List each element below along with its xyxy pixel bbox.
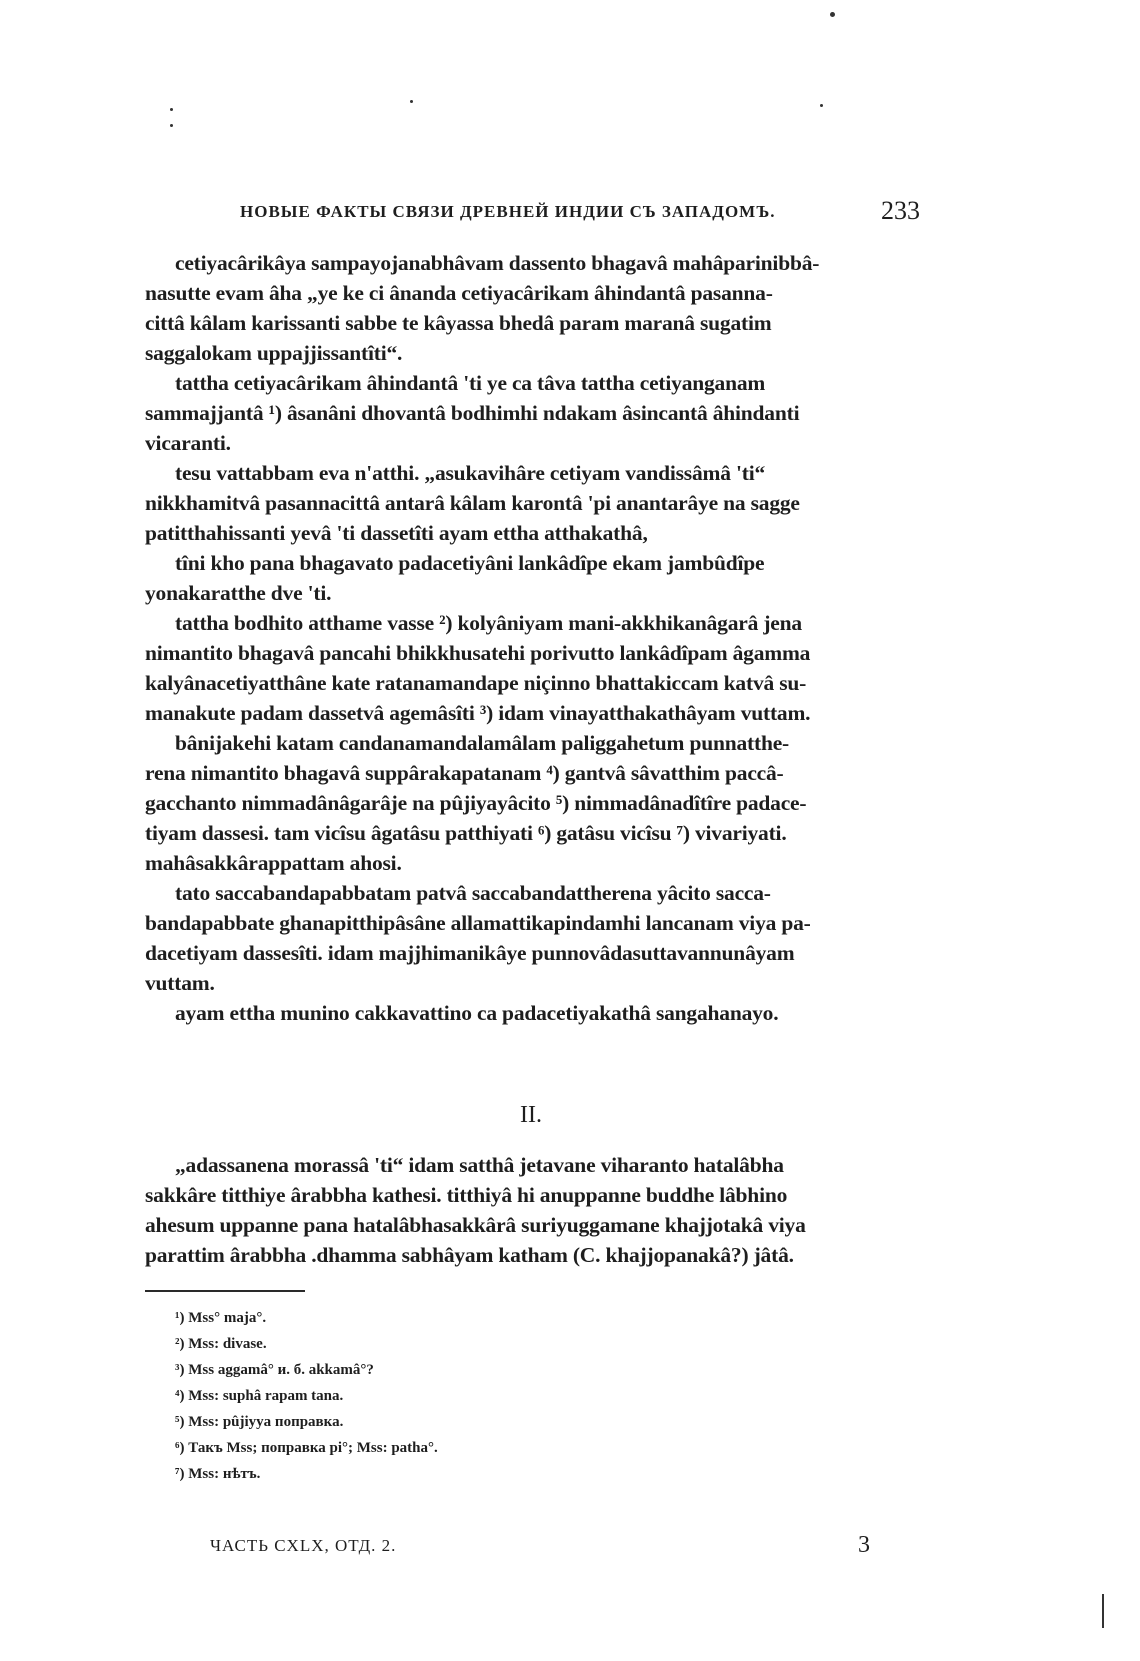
page-speck	[1102, 1594, 1104, 1628]
text-line: vicaranti.	[145, 431, 231, 455]
paragraph	[145, 458, 925, 548]
text-line: yonakaratthe dve 'ti.	[145, 581, 332, 605]
section-two-text	[145, 1150, 925, 1270]
text-line: sammajjantâ ¹) âsanâni dhovantâ bodhimhi ndakam âsincantâ âhindanti	[145, 401, 800, 425]
footnote-mark: ¹)	[175, 1310, 185, 1326]
footnote-text: Mss: divase.	[188, 1336, 267, 1352]
text-line: cetiyacârikâya sampayojanabhâvam dassento bhagavâ mahâparinibbâ-	[175, 251, 820, 275]
text-line: ayam ettha munino cakkavattino ca padacetiyakathâ sangahanayo.	[175, 1001, 779, 1025]
text-line: cittâ kâlam karissanti sabbe te kâyassa bhedâ param maranâ sugatim	[145, 311, 772, 335]
page-speck	[820, 104, 823, 107]
text-line: tesu vattabbam eva n'atthi. „asukavihâre cetiyam vandissâmâ 'ti“	[175, 461, 766, 485]
footnote-text: Mss aggamâ° и. б. akkamâ°?	[188, 1362, 374, 1378]
footnote-divider	[145, 1290, 305, 1292]
footnote-text: Mss: pûjiyya поправка.	[188, 1414, 344, 1430]
text-line: „adassanena morassâ 'ti“ idam satthâ jetavane viharanto hatalâbha	[175, 1153, 784, 1177]
text-line: tattha bodhito atthame vasse ²) kolyâniyam mani-akkhikanâgarâ jena	[175, 611, 802, 635]
footnote-mark: ⁷)	[175, 1466, 185, 1482]
text-line: vuttam.	[145, 971, 215, 995]
text-line: dacetiyam dassesîti. idam majjhimanikâye punnovâdasuttavannunâyam	[145, 941, 795, 965]
paragraph	[145, 998, 925, 1028]
text-line: manakute padam dassetvâ agemâsîti ³) idam vinayatthakathâyam vuttam.	[145, 701, 811, 725]
paragraph	[145, 1150, 925, 1270]
footnote-mark: ²)	[175, 1336, 185, 1352]
text-line: nikkhamitvâ pasannacittâ antarâ kâlam karontâ 'pi anantarâye na sagge	[145, 491, 800, 515]
text-line: parattim ârabbha .dhamma sabhâyam katham (C. khajjopanakâ?) jâtâ.	[145, 1243, 794, 1267]
text-line: tiyam dassesi. tam vicîsu âgatâsu patthiyati ⁶) gatâsu vicîsu ⁷) vivariyati.	[145, 821, 787, 845]
text-line: sakkâre titthiye ârabbha kathesi. titthiyâ hi anuppanne buddhe lâbhino	[145, 1183, 788, 1207]
footnote-text: Mss: нѣтъ.	[188, 1466, 261, 1482]
footnote	[175, 1357, 675, 1383]
footnotes	[175, 1305, 675, 1487]
paragraph	[145, 548, 925, 608]
page-speck	[170, 124, 173, 127]
text-line: tîni kho pana bhagavato padacetiyâni lankâdîpe ekam jambûdîpe	[175, 551, 765, 575]
page-footer	[210, 1532, 870, 1562]
paragraph	[145, 608, 925, 728]
footnote	[175, 1383, 675, 1409]
text-line: mahâsakkârappattam ahosi.	[145, 851, 402, 875]
footnote-mark: ⁴)	[175, 1388, 185, 1404]
text-line: rena nimantito bhagavâ suppârakapatanam ⁴) gantvâ sâvatthim paccâ-	[145, 761, 784, 785]
footnote	[175, 1461, 675, 1487]
paragraph	[145, 878, 925, 998]
footnote	[175, 1305, 675, 1331]
footnote	[175, 1331, 675, 1357]
text-line: patitthahissanti yevâ 'ti dassetîti ayam ettha atthakathâ,	[145, 521, 648, 545]
section-number: II.	[520, 1102, 542, 1128]
main-text	[145, 248, 925, 1028]
footnote-text: Mss° maja°.	[188, 1310, 267, 1326]
text-line: tattha cetiyacârikam âhindantâ 'ti ye ca tâva tattha cetiyanganam	[175, 371, 766, 395]
footnote-text: Mss: suphâ rapam tana.	[188, 1388, 344, 1404]
running-header	[240, 196, 920, 232]
footnote-mark: ⁶)	[175, 1440, 185, 1456]
text-line: saggalokam uppajjissantîti“.	[145, 341, 403, 365]
footnote-text: Такъ Mss; поправка pi°; Mss: patha°.	[188, 1440, 438, 1456]
text-line: nasutte evam âha „ye ke ci ânanda cetiyacârikam âhindantâ pasanna-	[145, 281, 773, 305]
text-line: gacchanto nimmadânâgarâje na pûjiyayâcito ⁵) nimmadânadîtîre padace-	[145, 791, 807, 815]
page-speck	[170, 108, 173, 111]
paragraph	[145, 248, 925, 368]
text-line: bânijakehi katam candanamandalamâlam paliggahetum punnatthe-	[175, 731, 789, 755]
signature-mark: 3	[858, 1532, 870, 1558]
paragraph	[145, 368, 925, 458]
text-line: nimantito bhagavâ pancahi bhikkhusatehi porivutto lankâdîpam âgamma	[145, 641, 811, 665]
footnote-mark: ⁵)	[175, 1414, 185, 1430]
header-title: НОВЫЕ ФАКТЫ СВЯЗИ ДРЕВНЕЙ ИНДИИ СЪ ЗАПАДОМЪ.	[240, 202, 776, 221]
text-line: tato saccabandapabbatam patvâ saccabandattherena yâcito sacca-	[175, 881, 771, 905]
page-number: 233	[881, 196, 920, 225]
page-speck	[410, 100, 413, 103]
footnote	[175, 1435, 675, 1461]
footnote	[175, 1409, 675, 1435]
page-speck	[830, 12, 835, 17]
footnote-mark: ³)	[175, 1362, 185, 1378]
text-line: kalyânacetiyatthâne kate ratanamandape niçinno bhattakiccam katvâ su-	[145, 671, 807, 695]
text-line: bandapabbate ghanapitthipâsâne allamattikapindamhi lancanam viya pa-	[145, 911, 811, 935]
paragraph	[145, 728, 925, 878]
footer-part-label: ЧАСТЬ CXLX, ОТД. 2.	[210, 1536, 397, 1555]
text-line: ahesum uppanne pana hatalâbhasakkârâ suriyuggamane khajjotakâ viya	[145, 1213, 806, 1237]
